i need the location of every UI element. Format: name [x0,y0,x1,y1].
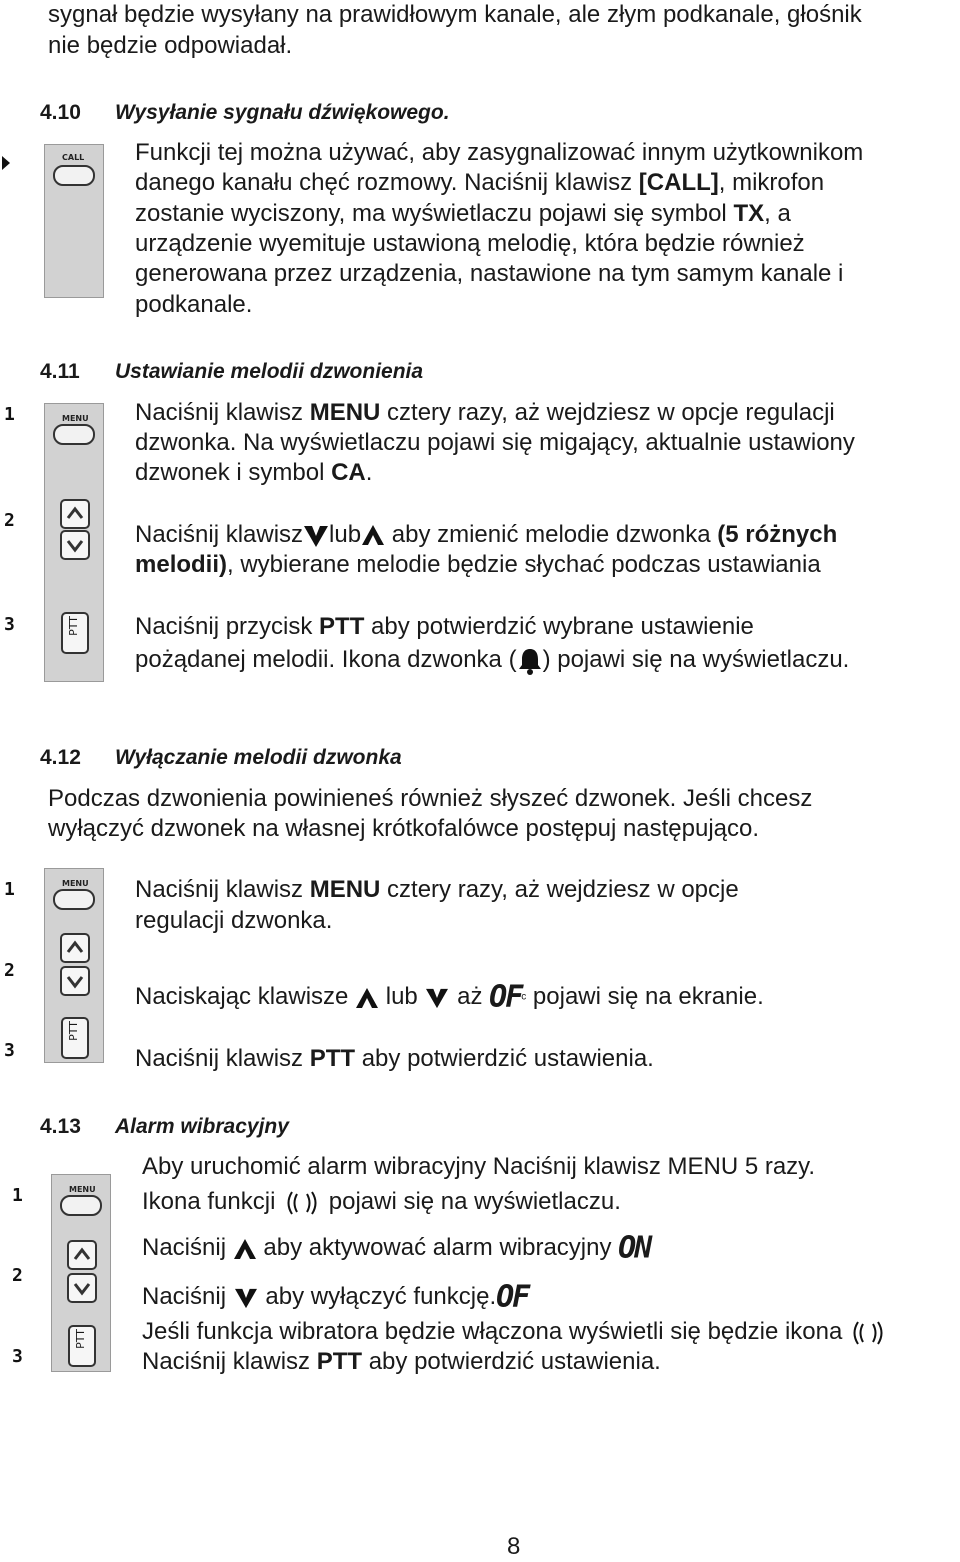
intro-line-2: nie będzie odpowiadał. [48,32,293,59]
section-number: 4.13 [40,1115,81,1138]
on-display-symbol: ON [618,1230,651,1266]
ptt-key-icon [61,612,89,654]
down-arrow-icon [303,524,329,548]
s412-intro-line-1: Podczas dzwonienia powinieneś również słyszeć dzwonek. Jeśli chcesz [48,785,813,812]
up-arrow-icon [361,524,385,548]
call-key-icon [53,165,95,186]
step-number: 1 [12,1185,23,1206]
step-number: 3 [12,1346,23,1367]
down-key-icon [60,530,90,560]
menu-key-icon [53,889,95,910]
down-arrow-icon [233,1287,259,1309]
bell-icon [517,647,543,675]
section-title: Wysyłanie sygnału dźwiękowego. [115,101,450,124]
step-number: 2 [4,960,15,981]
off-display-symbol: OF [489,979,522,1015]
keypad-panel [51,1174,111,1372]
up-key-icon [60,933,90,963]
s410-line-1: Funkcji tej można używać, aby zasygnalizować innym użytkownikom [135,139,864,166]
step-number: 3 [4,614,15,635]
s410-line-6: podkanale. [135,291,253,318]
section-4-10-heading [40,101,450,125]
up-key-icon [67,1240,97,1270]
section-title: Wyłączanie melodii dzwonka [115,746,402,769]
section-title: Alarm wibracyjny [115,1115,289,1138]
section-4-12-heading [40,746,402,770]
bullet-marker [2,156,10,170]
page-number: 8 [507,1533,521,1560]
s412-step1-line-1: Naciśnij klawisz MENU cztery razy, aż wejdziesz w opcje [135,876,739,903]
s412-intro-line-2: wyłączyć dzwonek na własnej krótkofalówce postępuj następująco. [48,815,760,842]
off-display-symbol: OF [496,1279,529,1315]
down-arrow-icon [424,987,450,1009]
s411-step2-line-2: melodii), wybierane melodie będzie słychać podczas ustawiania [135,551,821,578]
s412-step3-line: Naciśnij klawisz PTT aby potwierdzić ustawienia. [135,1045,654,1072]
menu-key-icon [53,424,95,445]
s413-line-1: Aby uruchomić alarm wibracyjny Naciśnij klawisz MENU 5 razy. [142,1153,816,1180]
s413-line-3: Naciśnij aby aktywować alarm wibracyjny ON [142,1230,651,1266]
vibration-icon [282,1189,322,1217]
keypad-panel [44,403,104,682]
ptt-key-icon [68,1325,96,1367]
vibration-icon [848,1319,888,1347]
down-key-icon [67,1273,97,1303]
s410-line-5: generowana przez urządzenia, nastawione na tym samym kanale i [135,260,844,287]
call-key-label: CALL [62,153,85,162]
section-number: 4.12 [40,746,81,769]
s410-line-3: zostanie wyciszony, ma wyświetlaczu pojawi się symbol TX, a [135,200,791,227]
section-4-11-heading [40,360,423,384]
section-4-13-heading [40,1115,289,1139]
up-key-icon [60,499,90,529]
section-title: Ustawianie melodii dzwonienia [115,360,424,383]
step-number: 1 [4,404,15,425]
s411-step3-line-1: Naciśnij przycisk PTT aby potwierdzić wybrane ustawienie [135,613,754,640]
s412-step1-line-2: regulacji dzwonka. [135,907,333,934]
s412-step2-line: Naciskając klawisze lub aż OFc pojawi się na ekranie. [135,979,764,1015]
menu-key-icon [60,1195,102,1216]
menu-key-label: MENU [62,879,89,888]
s410-line-4: urządzenie wyemituje ustawioną melodię, która będzie również [135,230,805,257]
s411-step3-line-2: pożądanej melodii. Ikona dzwonka ( ) pojawi się na wyświetlaczu. [135,646,850,673]
ptt-key-label: PTT [67,1021,80,1041]
intro-line-1: sygnał będzie wysyłany na prawidłowym kanale, ale złym podkanale, głośnik [48,1,862,28]
menu-key-label: MENU [69,1185,96,1194]
down-key-icon [60,966,90,996]
up-arrow-icon [355,987,379,1009]
s413-line-4: Naciśnij aby wyłączyć funkcję.OF [142,1279,529,1315]
s411-step1-line-3: dzwonek i symbol CA. [135,459,373,486]
step-number: 2 [4,510,15,531]
up-arrow-icon [233,1238,257,1260]
ptt-key-icon [61,1017,89,1059]
step-number: 2 [12,1265,23,1286]
ptt-key-label: PTT [67,616,80,636]
s411-step2-line-1: Naciśnij klawisz lub aby zmienić melodie dzwonka (5 różnych [135,521,838,548]
off-display-suffix: c [521,991,527,1003]
s411-step1-line-1: Naciśnij klawisz MENU cztery razy, aż wejdziesz w opcje regulacji [135,399,835,426]
section-number: 4.11 [40,360,80,383]
s410-line-2: danego kanału chęć rozmowy. Naciśnij klawisz [CALL], mikrofon [135,169,825,196]
s413-line-6: Naciśnij klawisz PTT aby potwierdzić ustawienia. [142,1348,661,1375]
section-number: 4.10 [40,101,81,124]
menu-key-label: MENU [62,414,89,423]
s413-line-5: Jeśli funkcja wibratora będzie włączona wyświetli się będzie ikona [142,1317,888,1347]
s411-step1-line-2: dzwonka. Na wyświetlaczu pojawi się migający, aktualnie ustawiony [135,429,855,456]
ptt-key-label: PTT [74,1329,87,1349]
s413-line-2: Ikona funkcji pojawi się na wyświetlaczu. [142,1188,621,1215]
step-number: 3 [4,1040,15,1061]
keypad-panel [44,868,104,1063]
call-key-panel [44,144,104,298]
step-number: 1 [4,879,15,900]
